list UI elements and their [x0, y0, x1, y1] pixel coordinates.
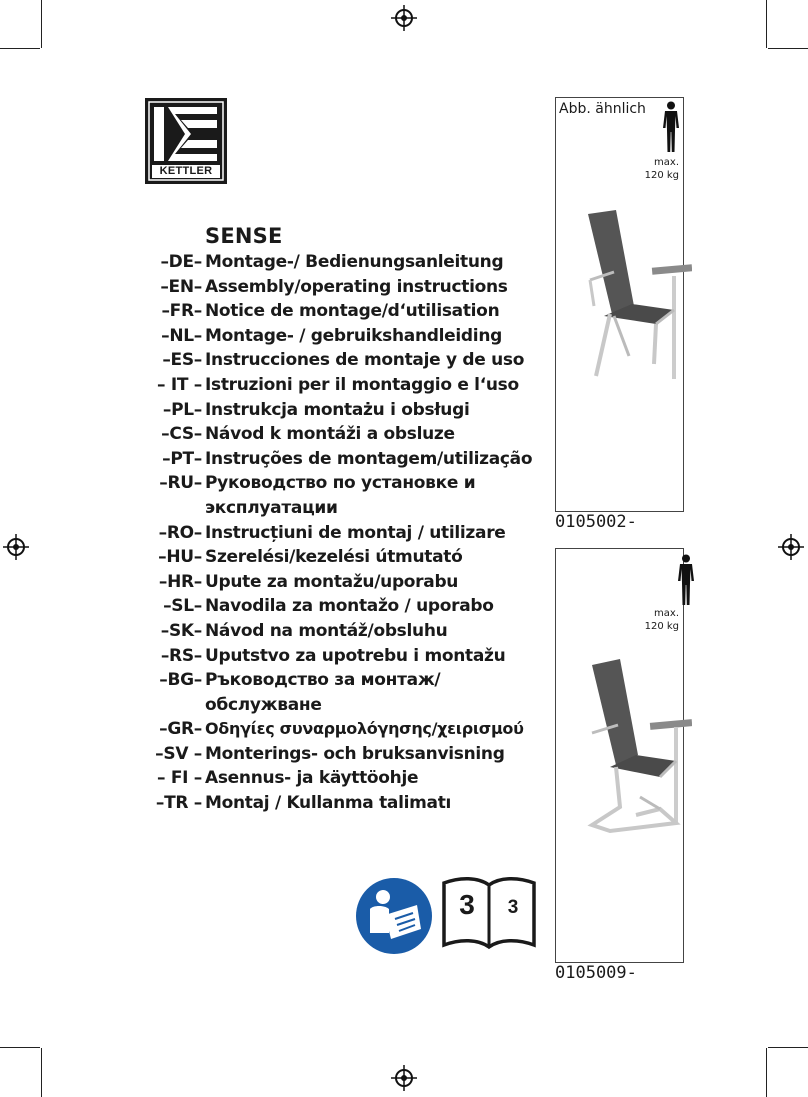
- language-row: [130, 668, 560, 693]
- language-code: – IT –: [157, 374, 202, 395]
- language-code: –SK–: [160, 620, 202, 641]
- language-code: –HR–: [158, 571, 202, 592]
- language-title: Navodila za montažo / uporabo: [205, 596, 494, 617]
- language-row: [130, 717, 560, 742]
- language-title: Руководство по установке и: [205, 473, 476, 494]
- language-title: Istruzioni per il montaggio e l‘uso: [205, 374, 519, 395]
- language-code: –ES–: [162, 350, 202, 371]
- crop-mark-bottom-right-h: [768, 1047, 808, 1048]
- article-number: 0105002-: [555, 512, 637, 532]
- language-title: Asennus- ja käyttöohje: [205, 768, 419, 789]
- person-silhouette-icon: [677, 554, 695, 606]
- language-title: обслужване: [205, 694, 322, 715]
- language-code: –HU–: [158, 547, 202, 568]
- chair-cantilever-illustration: [580, 657, 692, 837]
- manual-pages-icon: [440, 873, 538, 953]
- product-panel: [555, 97, 684, 512]
- crop-mark-bottom-left-h: [0, 1047, 40, 1048]
- language-code: –RU–: [159, 473, 202, 494]
- language-code: – FI –: [157, 768, 202, 789]
- language-title: Monterings- och bruksanvisning: [205, 743, 505, 764]
- language-title: эксплуатации: [205, 497, 338, 518]
- language-code: –PT–: [162, 448, 202, 469]
- language-title: Instrucciones de montaje y de uso: [205, 350, 525, 371]
- language-code: –RO–: [158, 522, 202, 543]
- registration-mark-icon: [778, 534, 804, 560]
- language-row: [130, 693, 560, 718]
- language-title: Uputstvo za upotrebu i montažu: [205, 645, 506, 666]
- language-code: –GR–: [159, 719, 202, 740]
- language-row: [130, 471, 560, 496]
- max-weight-value: 120 kg: [644, 621, 679, 632]
- language-title: Notice de montage/d‘utilisation: [205, 301, 500, 322]
- language-code: –TR –: [155, 793, 202, 814]
- language-row: [130, 496, 560, 521]
- language-title: Instruções de montagem/utilização: [205, 448, 533, 469]
- manual-page-right: 3: [507, 897, 519, 918]
- crop-mark-top-right-v: [766, 0, 767, 48]
- language-row: [130, 447, 560, 472]
- language-title: Szerelési/kezelési útmutató: [205, 547, 463, 568]
- language-code: –SV –: [155, 743, 202, 764]
- language-code: –BG–: [159, 670, 202, 691]
- max-weight-label: max.: [654, 157, 679, 168]
- max-weight: [645, 607, 679, 633]
- language-row: [130, 275, 560, 300]
- crop-mark-bottom-left-v: [41, 1048, 42, 1097]
- language-title: Upute za montažu/uporabu: [205, 571, 459, 592]
- language-row: [130, 373, 560, 398]
- language-title: Montaj / Kullanma talimatı: [205, 793, 452, 814]
- max-weight-value: 120 kg: [644, 170, 679, 181]
- language-row: [130, 250, 560, 275]
- language-row: [130, 791, 560, 816]
- kettler-logo: [145, 98, 227, 184]
- language-row: [130, 299, 560, 324]
- product-panel: [555, 548, 684, 963]
- language-title: Assembly/operating instructions: [205, 276, 508, 297]
- crop-mark-top-left-h: [0, 48, 40, 49]
- language-code: –EN–: [160, 276, 202, 297]
- language-code: –CS–: [161, 424, 202, 445]
- crop-mark-top-right-h: [768, 48, 808, 49]
- language-row: [130, 644, 560, 669]
- language-row: [130, 594, 560, 619]
- language-title: Návod k montáži a obsluze: [205, 424, 455, 445]
- language-row: [130, 766, 560, 791]
- language-title: Montage- / gebruikshandleiding: [205, 325, 503, 346]
- language-title: Οδηγίες συναρμολόγησης/χειρισμού: [205, 719, 524, 739]
- language-code: –RS–: [160, 645, 202, 666]
- language-code: –PL–: [162, 399, 202, 420]
- registration-mark-icon: [391, 5, 417, 31]
- chair-high-back-illustration: [574, 206, 692, 382]
- language-row: [130, 545, 560, 570]
- brand-name: KETTLER: [159, 165, 213, 177]
- language-code: –NL–: [161, 325, 202, 346]
- language-code: –DE–: [160, 252, 202, 272]
- language-row: [130, 742, 560, 767]
- language-title: Instrukcja montażu i obsługi: [205, 399, 470, 420]
- registration-mark-icon: [3, 534, 29, 560]
- illustration-note: Abb. ähnlich: [559, 101, 646, 117]
- language-row: [130, 324, 560, 349]
- language-list: [130, 250, 560, 816]
- language-title: Ръководство за монтаж/: [205, 670, 441, 691]
- language-title: Instrucțiuni de montaj / utilizare: [205, 522, 506, 543]
- language-code: –FR–: [161, 301, 202, 322]
- language-title: Montage-/ Bedienungsanleitung: [205, 252, 504, 272]
- registration-mark-icon: [391, 1065, 417, 1091]
- language-row: [130, 570, 560, 595]
- language-row: [130, 619, 560, 644]
- language-code: –SL–: [163, 596, 202, 617]
- language-row: [130, 422, 560, 447]
- manual-page-left: 3: [459, 889, 475, 920]
- product-title: SENSE: [205, 224, 283, 248]
- max-weight: [645, 156, 679, 182]
- language-title: Návod na montáž/obsluhu: [205, 620, 448, 641]
- max-weight-label: max.: [654, 608, 679, 619]
- crop-mark-bottom-right-v: [766, 1048, 767, 1097]
- language-row: [130, 521, 560, 546]
- crop-mark-top-left-v: [41, 0, 42, 48]
- read-manual-mandatory-icon: [355, 877, 433, 955]
- language-row: [130, 348, 560, 373]
- article-number: 0105009-: [555, 963, 637, 983]
- language-row: [130, 398, 560, 423]
- person-silhouette-icon: [662, 101, 680, 153]
